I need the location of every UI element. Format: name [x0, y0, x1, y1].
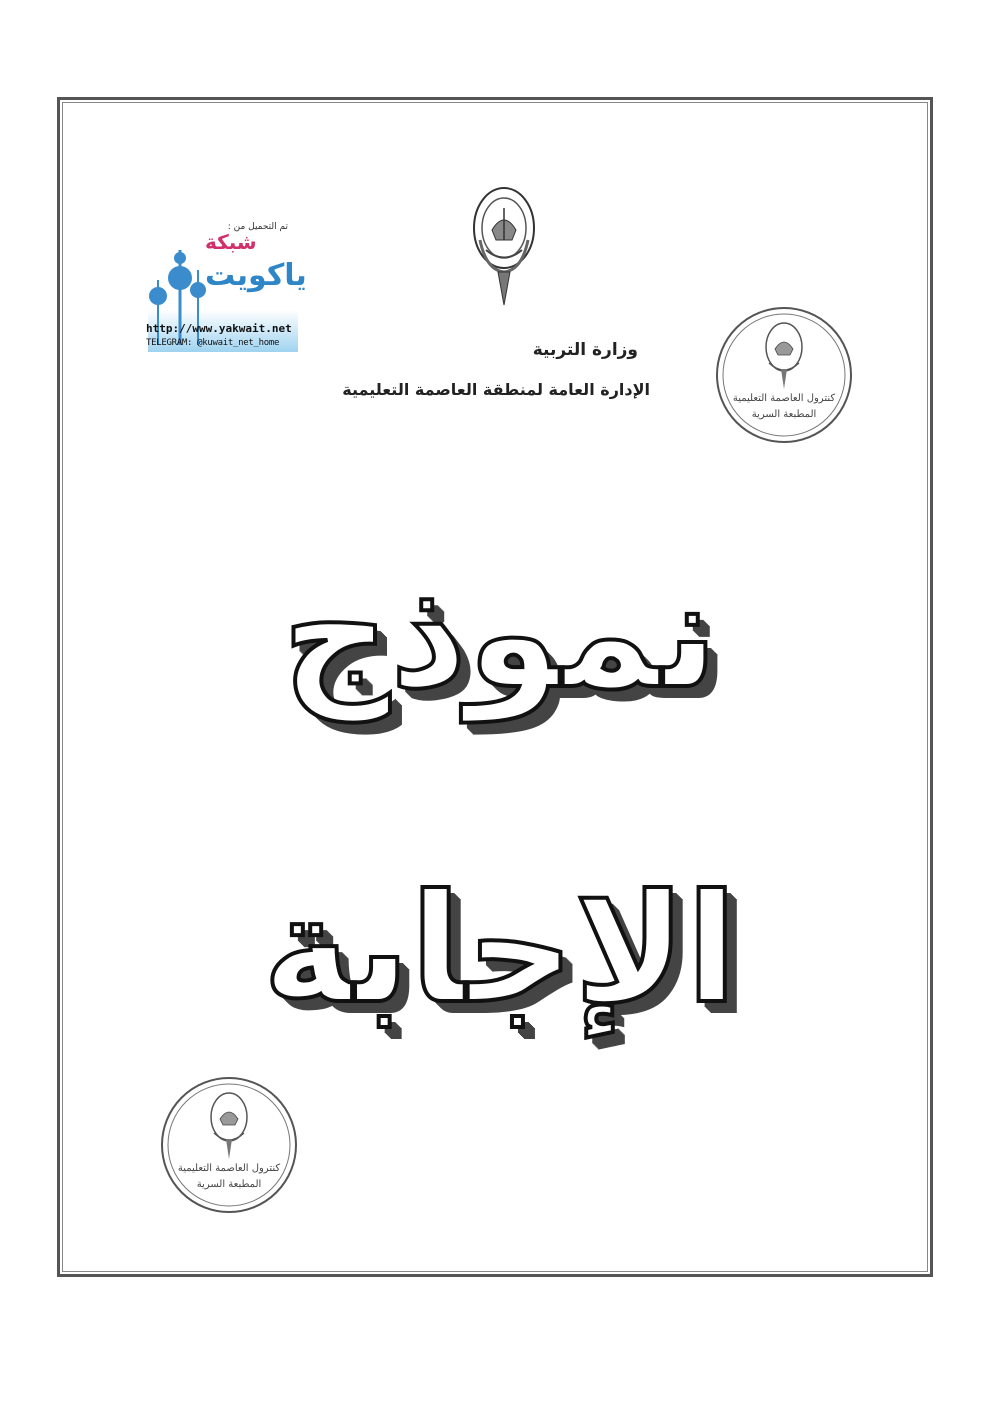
ministry-emblem: [466, 180, 542, 310]
directorate-name: الإدارة العامة لمنطقة العاصمة التعليمية: [342, 380, 650, 399]
title-line-1: نموذج: [281, 548, 718, 722]
watermark-telegram: TELEGRAM: @kuwait_net_home: [146, 338, 280, 348]
stamp-bottom-left-line1: كنترول العاصمة التعليمية: [177, 1163, 281, 1174]
watermark-caption: تم التحميل من :: [227, 222, 288, 232]
ministry-name: وزارة التربية: [532, 340, 638, 360]
stamp-bottom-left-line2: المطبعة السرية: [196, 1179, 262, 1190]
ministry-header: [340, 340, 660, 399]
stamp-top-right-line1: كنترول العاصمة التعليمية: [732, 393, 836, 404]
title-line-2: الإجابة: [262, 863, 738, 1037]
watermark-brand-top: شبكة: [205, 230, 257, 254]
watermark-url: http://www.yakwait.net: [146, 322, 292, 335]
stamp-bottom-left: [158, 1075, 300, 1215]
watermark-brand-main: ياكويت: [205, 258, 307, 293]
stamp-top-right: [713, 305, 855, 445]
stamp-top-right-line2: المطبعة السرية: [751, 409, 817, 420]
